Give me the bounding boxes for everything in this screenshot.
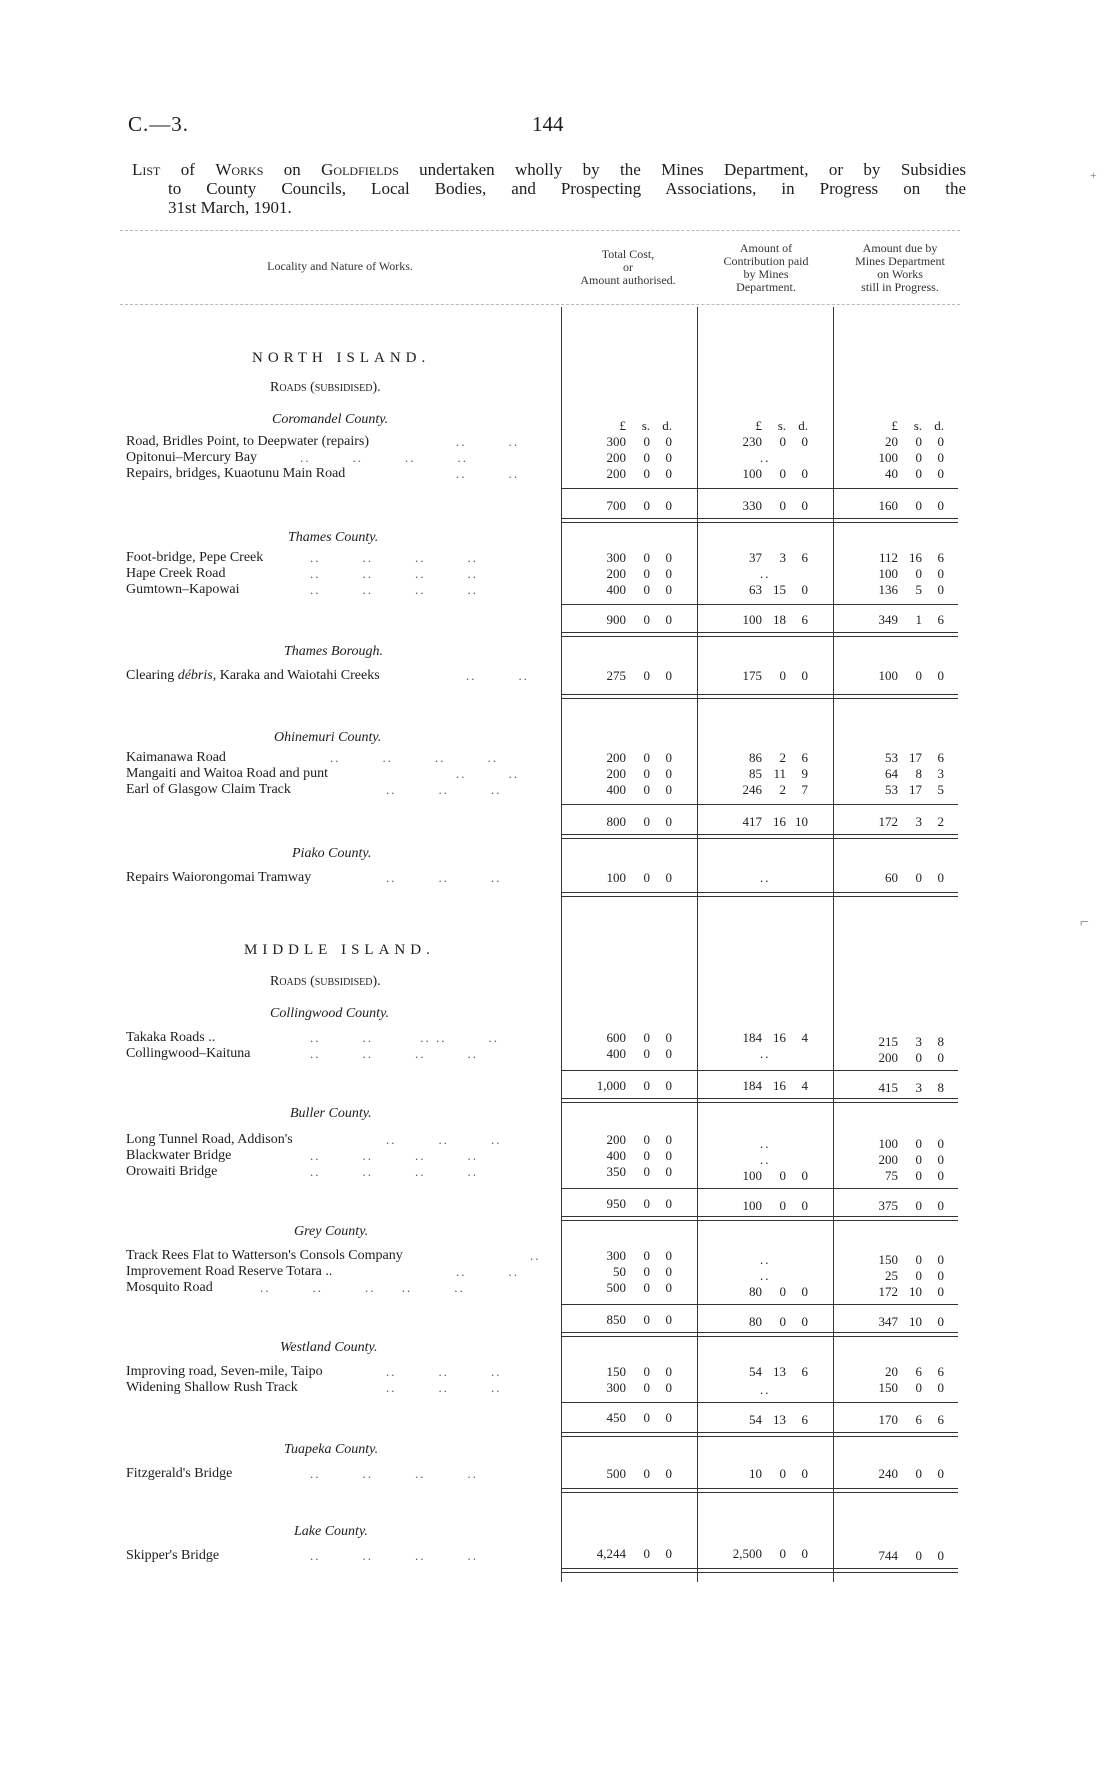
contribution-amount: 100 0 0 bbox=[742, 1168, 808, 1183]
subtotal-due: 349 1 6 bbox=[878, 612, 944, 627]
due-amount: 75 0 0 bbox=[885, 1168, 944, 1183]
county-coromandel: Coromandel County. bbox=[272, 412, 389, 427]
total-amount: 500 0 0 bbox=[606, 1280, 672, 1295]
due-amount: 25 0 0 bbox=[885, 1268, 944, 1283]
work-item: Mangaiti and Waitoa Road and punt bbox=[126, 766, 328, 781]
column-divider-1 bbox=[561, 307, 562, 1582]
work-item: Long Tunnel Road, Addison's bbox=[126, 1132, 293, 1147]
contribution-amount: 10 0 0 bbox=[749, 1466, 808, 1481]
total-amount: 100 0 0 bbox=[606, 870, 672, 885]
due-amount: 112 16 6 bbox=[878, 550, 944, 565]
total-amount: 300 0 0 bbox=[606, 550, 672, 565]
contribution-amount: 2,500 0 0 bbox=[732, 1546, 808, 1561]
subtotal-total: 800 0 0 bbox=[606, 814, 672, 829]
north-island-heading: NORTH ISLAND. bbox=[252, 350, 431, 366]
due-amount: 200 0 0 bbox=[878, 1152, 944, 1167]
work-item: Skipper's Bridge bbox=[126, 1548, 220, 1563]
work-item: Orowaiti Bridge bbox=[126, 1164, 218, 1179]
total-amount: 50 0 0 bbox=[613, 1264, 672, 1279]
units-contrib: £ s. d. bbox=[755, 418, 808, 433]
subtotal-total: 850 0 0 bbox=[606, 1312, 672, 1327]
work-item: Gumtown–Kapowai bbox=[126, 582, 240, 597]
due-amount: 40 0 0 bbox=[885, 466, 944, 481]
header-rule bbox=[120, 304, 960, 305]
due-amount: 100 0 0 bbox=[878, 450, 944, 465]
total-amount: 200 0 0 bbox=[606, 766, 672, 781]
subtotal-total: 450 0 0 bbox=[606, 1410, 672, 1425]
total-amount: 200 0 0 bbox=[606, 566, 672, 581]
contribution-amount: 80 0 0 bbox=[749, 1284, 808, 1299]
work-item: Track Rees Flat to Watterson's Consols Company bbox=[126, 1248, 403, 1263]
north-roads-heading: Roads (subsidised). bbox=[270, 380, 381, 395]
total-amount: 200 0 0 bbox=[606, 750, 672, 765]
contribution-amount: 63 15 0 bbox=[749, 582, 808, 597]
work-item: Kaimanawa Road bbox=[126, 750, 226, 765]
work-item: Road, Bridles Point, to Deepwater (repairs) bbox=[126, 434, 369, 449]
due-amount: 136 5 0 bbox=[878, 582, 944, 597]
work-item: Widening Shallow Rush Track bbox=[126, 1380, 298, 1395]
column-divider-2 bbox=[697, 307, 698, 1582]
subtotal-total: 950 0 0 bbox=[606, 1196, 672, 1211]
due-amount: 60 0 0 bbox=[885, 870, 944, 885]
county-westland: Westland County. bbox=[280, 1340, 378, 1355]
contribution-amount: 85 11 9 bbox=[749, 766, 808, 781]
scan-mark: + bbox=[1090, 168, 1097, 182]
due-amount: 744 0 0 bbox=[878, 1548, 944, 1563]
due-amount: 100 0 0 bbox=[878, 566, 944, 581]
subtotal-total: 900 0 0 bbox=[606, 612, 672, 627]
total-amount: 400 0 0 bbox=[606, 782, 672, 797]
due-amount: 172 10 0 bbox=[878, 1284, 944, 1299]
contribution-amount: 230 0 0 bbox=[742, 434, 808, 449]
units-total: £ s. d. bbox=[619, 418, 672, 433]
page-reference: C.—3. bbox=[128, 112, 190, 136]
due-amount: 100 0 0 bbox=[878, 668, 944, 683]
total-amount: 200 0 0 bbox=[606, 1132, 672, 1147]
subtotal-due: 375 0 0 bbox=[878, 1198, 944, 1213]
work-item: Takaka Roads .. bbox=[126, 1030, 216, 1045]
contribution-amount: .. bbox=[760, 1136, 771, 1151]
work-item: Earl of Glasgow Claim Track bbox=[126, 782, 291, 797]
page-number: 144 bbox=[532, 112, 564, 136]
title-line-1: List of Works on Goldfields undertaken wholly by the Mines Department, or by Subsidies bbox=[132, 160, 966, 179]
county-thames-borough: Thames Borough. bbox=[284, 644, 384, 659]
subtotal-due: 172 3 2 bbox=[878, 814, 944, 829]
middle-roads-heading: Roads (subsidised). bbox=[270, 974, 381, 989]
due-amount: 215 3 8 bbox=[878, 1034, 944, 1049]
due-amount: 53 17 6 bbox=[885, 750, 944, 765]
due-amount: 200 0 0 bbox=[878, 1050, 944, 1065]
total-amount: 400 0 0 bbox=[606, 1148, 672, 1163]
county-ohinemuri: Ohinemuri County. bbox=[274, 730, 382, 745]
document-title bbox=[132, 160, 966, 217]
work-item: Fitzgerald's Bridge bbox=[126, 1466, 233, 1481]
contribution-amount: .. bbox=[760, 870, 771, 885]
total-amount: 300 0 0 bbox=[606, 1380, 672, 1395]
contribution-amount: .. bbox=[760, 1268, 771, 1283]
county-lake: Lake County. bbox=[294, 1524, 368, 1539]
subtotal-total: 700 0 0 bbox=[606, 498, 672, 513]
county-tuapeka: Tuapeka County. bbox=[284, 1442, 379, 1457]
subtotal-due: 347 10 0 bbox=[878, 1314, 944, 1329]
subtotal-contribution: 54 13 6 bbox=[749, 1412, 808, 1427]
column-header-locality: Locality and Nature of Works. bbox=[267, 259, 413, 273]
work-item: Repairs, bridges, Kuaotunu Main Road bbox=[126, 466, 346, 481]
contribution-amount: 54 13 6 bbox=[749, 1364, 808, 1379]
county-thames: Thames County. bbox=[288, 530, 379, 545]
subtotal-contribution: 330 0 0 bbox=[742, 498, 808, 513]
work-item: Opitonui–Mercury Bay bbox=[126, 450, 258, 465]
county-buller: Buller County. bbox=[290, 1106, 372, 1121]
total-amount: 4,244 0 0 bbox=[596, 1546, 672, 1561]
total-amount: 350 0 0 bbox=[606, 1164, 672, 1179]
column-divider-3 bbox=[833, 307, 834, 1582]
contribution-amount: .. bbox=[760, 1152, 771, 1167]
work-item: Improvement Road Reserve Totara .. bbox=[126, 1264, 333, 1279]
due-amount: 20 0 0 bbox=[885, 434, 944, 449]
due-amount: 53 17 5 bbox=[885, 782, 944, 797]
work-item: Blackwater Bridge bbox=[126, 1148, 232, 1163]
subtotal-total: 1,000 0 0 bbox=[596, 1078, 672, 1093]
subtotal-due: 160 0 0 bbox=[878, 498, 944, 513]
scan-mark: ⌐ bbox=[1080, 914, 1090, 931]
due-amount: 64 8 3 bbox=[885, 766, 944, 781]
due-amount: 150 0 0 bbox=[878, 1380, 944, 1395]
subtotal-due: 415 3 8 bbox=[878, 1080, 944, 1095]
total-amount: 400 0 0 bbox=[606, 582, 672, 597]
total-amount: 400 0 0 bbox=[606, 1046, 672, 1061]
total-amount: 200 0 0 bbox=[606, 450, 672, 465]
county-piako: Piako County. bbox=[292, 846, 372, 861]
due-amount: 240 0 0 bbox=[878, 1466, 944, 1481]
subtotal-contribution: 100 0 0 bbox=[742, 1198, 808, 1213]
subtotal-contribution: 100 18 6 bbox=[742, 612, 808, 627]
work-item: Foot-bridge, Pepe Creek bbox=[126, 550, 264, 565]
contribution-amount: .. bbox=[760, 1382, 771, 1397]
work-item: Improving road, Seven-mile, Taipo bbox=[126, 1364, 323, 1379]
contribution-amount: 184 16 4 bbox=[742, 1030, 808, 1045]
contribution-amount: 86 2 6 bbox=[749, 750, 808, 765]
county-grey: Grey County. bbox=[294, 1224, 369, 1239]
work-item: Collingwood–Kaituna bbox=[126, 1046, 251, 1061]
total-amount: 275 0 0 bbox=[606, 668, 672, 683]
subtotal-due: 170 6 6 bbox=[878, 1412, 944, 1427]
contribution-amount: .. bbox=[760, 1252, 771, 1267]
contribution-amount: 175 0 0 bbox=[742, 668, 808, 683]
subtotal-contribution: 417 16 10 bbox=[742, 814, 808, 829]
total-amount: 500 0 0 bbox=[606, 1466, 672, 1481]
title-line-3: 31st March, 1901. bbox=[168, 198, 292, 217]
due-amount: 20 6 6 bbox=[885, 1364, 944, 1379]
contribution-amount: 246 2 7 bbox=[742, 782, 808, 797]
total-amount: 600 0 0 bbox=[606, 1030, 672, 1045]
work-item: Hape Creek Road bbox=[126, 566, 226, 581]
middle-island-heading: MIDDLE ISLAND. bbox=[244, 942, 435, 958]
work-item: Clearing débris, Karaka and Waiotahi Creeks bbox=[126, 668, 380, 683]
column-header-total: Total Cost, or Amount authorised. bbox=[580, 247, 676, 287]
contribution-amount: 100 0 0 bbox=[742, 466, 808, 481]
total-amount: 300 0 0 bbox=[606, 1248, 672, 1263]
title-rule bbox=[120, 230, 960, 231]
county-collingwood: Collingwood County. bbox=[270, 1006, 390, 1021]
units-due: £ s. d. bbox=[891, 418, 944, 433]
total-amount: 200 0 0 bbox=[606, 466, 672, 481]
total-amount: 300 0 0 bbox=[606, 434, 672, 449]
contribution-amount: .. bbox=[760, 450, 771, 465]
contribution-amount: 37 3 6 bbox=[749, 550, 808, 565]
column-header-contribution: Amount of Contribution paid by Mines Department. bbox=[723, 241, 809, 294]
subtotal-contribution: 80 0 0 bbox=[749, 1314, 808, 1329]
due-amount: 100 0 0 bbox=[878, 1136, 944, 1151]
contribution-amount: .. bbox=[760, 1046, 771, 1061]
work-item: Repairs Waiorongomai Tramway bbox=[126, 870, 312, 885]
due-amount: 150 0 0 bbox=[878, 1252, 944, 1267]
contribution-amount: .. bbox=[760, 566, 771, 581]
title-line-2: to County Councils, Local Bodies, and Prospecting Associations, in Progress on the bbox=[168, 179, 966, 198]
subtotal-contribution: 184 16 4 bbox=[742, 1078, 808, 1093]
column-header-due: Amount due by Mines Department on Works still in Progress. bbox=[855, 241, 945, 294]
work-item: Mosquito Road bbox=[126, 1280, 213, 1295]
total-amount: 150 0 0 bbox=[606, 1364, 672, 1379]
